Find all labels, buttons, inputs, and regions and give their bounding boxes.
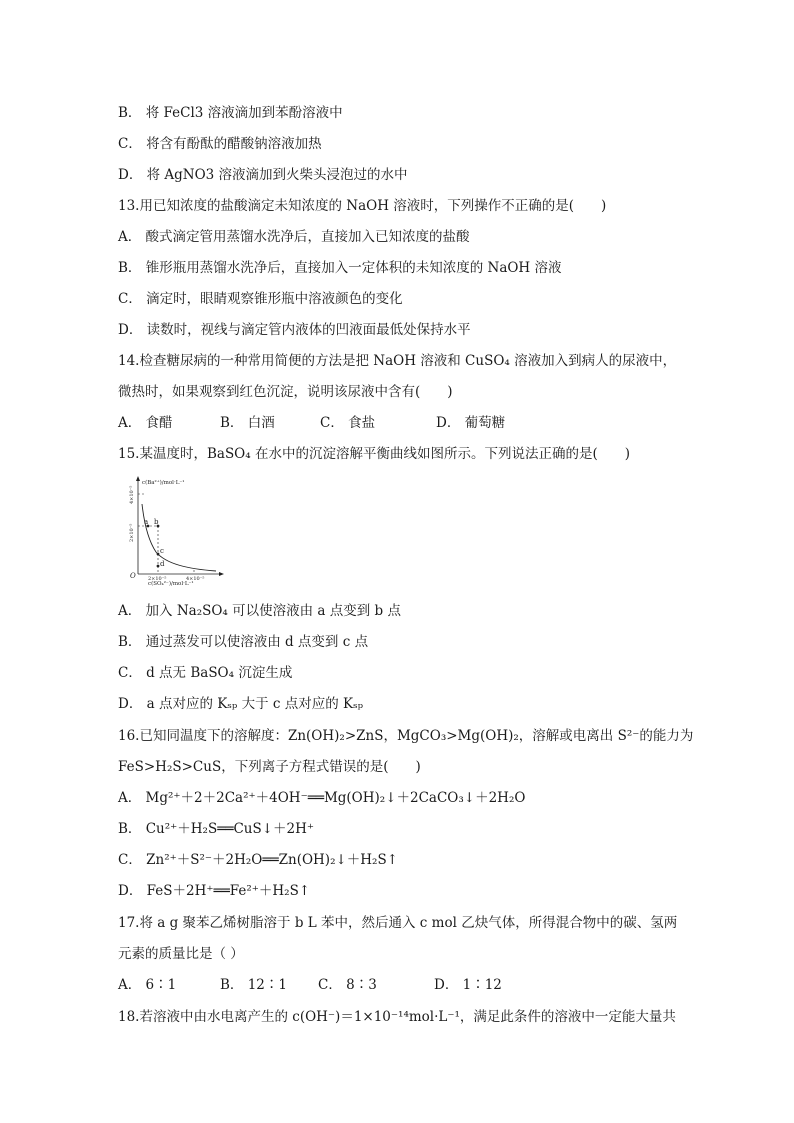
solubility-curve-svg bbox=[118, 474, 230, 586]
x-tick-2e-5: 2×10⁻⁵ bbox=[148, 576, 167, 582]
q14-options bbox=[118, 414, 505, 432]
q15-stem: 15.某温度时，BaSO₄ 在水中的沉淀溶解平衡曲线如图所示。下列说法正确的是( ) bbox=[118, 446, 630, 462]
q13-option-c: C． 滴定时，眼睛观察锥形瓶中溶液颜色的变化 bbox=[118, 291, 403, 307]
q12-option-d: D． 将 AgNO3 溶液滴加到火柴头浸泡过的水中 bbox=[118, 167, 408, 183]
q13-stem: 13.用已知浓度的盐酸滴定未知浓度的 NaOH 溶液时，下列操作不正确的是( ) bbox=[118, 198, 607, 214]
q17-stem-line2: 元素的质量比是（ ） bbox=[118, 946, 244, 962]
q15-option-a: A． 加入 Na₂SO₄ 可以使溶液由 a 点变到 b 点 bbox=[118, 603, 401, 619]
q16-option-b: B． Cu²⁺＋H₂S══CuS↓＋2H⁺ bbox=[118, 821, 315, 837]
q16-option-d: D． FeS＋2H⁺══Fe²⁺＋H₂S↑ bbox=[118, 883, 311, 899]
q14-option-a: A． 食醋 bbox=[118, 415, 173, 431]
q15-option-d: D． a 点对应的 Kₛₚ 大于 c 点对应的 Kₛₚ bbox=[118, 696, 364, 712]
y-axis-arrow bbox=[136, 476, 140, 481]
x-tick-4e-5: 4×10⁻⁵ bbox=[186, 576, 205, 582]
q16-option-c: C． Zn²⁺＋S²⁻＋2H₂O══Zn(OH)₂↓＋H₂S↑ bbox=[118, 852, 399, 868]
y-axis-label: c(Ba²⁺)/mol·L⁻¹ bbox=[142, 480, 185, 486]
q15-option-b: B． 通过蒸发可以使溶液由 d 点变到 c 点 bbox=[118, 634, 369, 650]
point-d-dot bbox=[157, 565, 160, 568]
y-tick-4e-5: 4×10⁻⁵ bbox=[129, 485, 135, 504]
origin-label: O bbox=[130, 572, 136, 580]
q17-options bbox=[118, 976, 502, 994]
q17-option-d: D． 1∶12 bbox=[434, 977, 502, 993]
q14-option-d: D． 葡萄糖 bbox=[436, 415, 506, 431]
solubility-curve-figure bbox=[118, 474, 230, 586]
q14-option-c: C． 食盐 bbox=[320, 415, 376, 431]
q17-option-c: C． 8∶3 bbox=[318, 977, 377, 993]
point-b-label: b bbox=[154, 518, 159, 526]
point-c-label: c bbox=[160, 547, 164, 555]
x-axis-label: c(SO₄²⁻)/mol·L⁻¹ bbox=[148, 581, 194, 586]
x-axis-arrow bbox=[219, 572, 224, 576]
q17-option-b: B． 12∶1 bbox=[220, 977, 287, 993]
q14-stem-line2: 微热时，如果观察到红色沉淀，说明该尿液中含有( ) bbox=[118, 384, 453, 400]
q12-option-b: B． 将 FeCl3 溶液滴加到苯酚溶液中 bbox=[118, 105, 343, 121]
q13-option-b: B． 锥形瓶用蒸馏水洗净后，直接加入一定体积的未知浓度的 NaOH 溶液 bbox=[118, 260, 562, 276]
q14-option-b: B． 白酒 bbox=[220, 415, 275, 431]
q14-stem-line1: 14.检查糖尿病的一种常用简便的方法是把 NaOH 溶液和 CuSO₄ 溶液加入到病人的尿液中， bbox=[118, 353, 677, 369]
point-a-label: a bbox=[144, 518, 149, 526]
q18-stem-line1: 18.若溶液中由水电离产生的 c(OH⁻)＝1×10⁻¹⁴mol·L⁻¹，满足此条件的溶液中一定能大量共 bbox=[118, 1009, 676, 1025]
q17-stem-line1: 17.将 a g 聚苯乙烯树脂溶于 b L 苯中，然后通入 c mol 乙炔气体，所得混合物中的碳、氢两 bbox=[118, 915, 678, 931]
q16-option-a: A． Mg²⁺＋2＋2Ca²⁺＋4OH⁻══Mg(OH)₂↓＋2CaCO₃↓＋2H₂O bbox=[118, 790, 526, 806]
y-tick-2e-5: 2×10⁻⁵ bbox=[129, 523, 135, 542]
equilibrium-curve bbox=[142, 504, 216, 571]
point-d-label: d bbox=[160, 560, 165, 568]
q12-option-c: C． 将含有酚酞的醋酸钠溶液加热 bbox=[118, 136, 322, 152]
q16-stem-line2: FeS>H₂S>CuS，下列离子方程式错误的是( ) bbox=[118, 759, 421, 775]
q16-stem-line1: 16.已知同温度下的溶解度：Zn(OH)₂>ZnS，MgCO₃>Mg(OH)₂，溶解或电离出 S²⁻的能力为 bbox=[118, 728, 694, 744]
q17-option-a: A． 6∶1 bbox=[118, 977, 177, 993]
point-c-dot bbox=[157, 553, 160, 556]
q13-option-d: D． 读数时，视线与滴定管内液体的凹液面最低处保持水平 bbox=[118, 322, 471, 338]
q13-option-a: A． 酸式滴定管用蒸馏水洗净后，直接加入已知浓度的盐酸 bbox=[118, 229, 470, 245]
q15-option-c: C． d 点无 BaSO₄ 沉淀生成 bbox=[118, 665, 293, 681]
